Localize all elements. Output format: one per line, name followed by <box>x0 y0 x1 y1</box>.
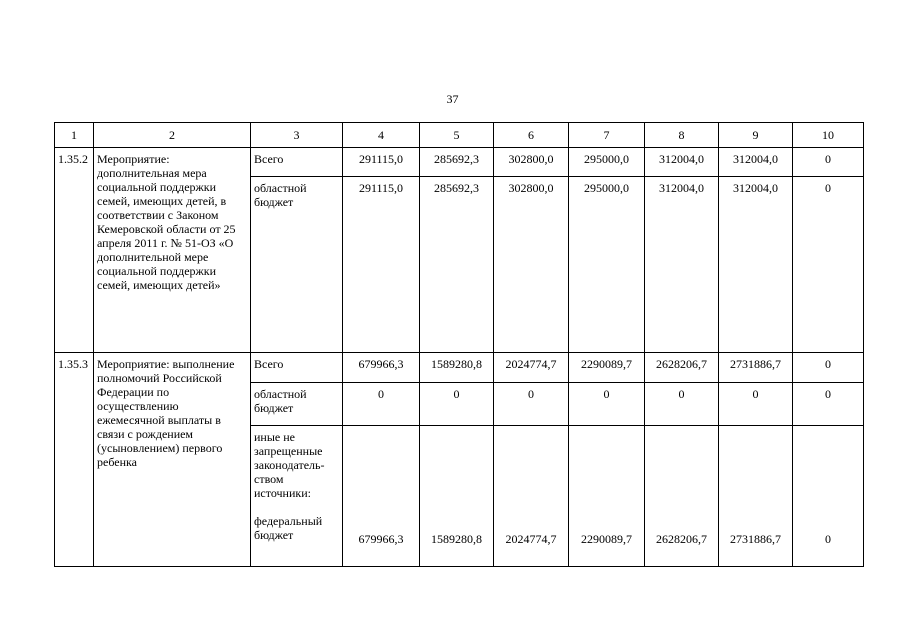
value-cell: 312004,0 <box>645 177 719 353</box>
header-cell: 6 <box>494 123 569 148</box>
value-cell: 0 <box>645 383 719 426</box>
row-code: 1.35.2 <box>55 148 94 353</box>
value-cell: 2290089,7 <box>569 426 645 567</box>
value-cell: 0 <box>420 383 494 426</box>
value-cell: 0 <box>793 177 864 353</box>
header-cell: 4 <box>343 123 420 148</box>
value-cell: 0 <box>719 383 793 426</box>
value-cell: 295000,0 <box>569 148 645 177</box>
value-cell: 0 <box>793 148 864 177</box>
value-cell: 312004,0 <box>645 148 719 177</box>
value-cell: 2731886,7 <box>719 426 793 567</box>
value-cell: 302800,0 <box>494 177 569 353</box>
value-cell: 1589280,8 <box>420 353 494 383</box>
value-cell: 679966,3 <box>343 426 420 567</box>
value-cell: 0 <box>793 383 864 426</box>
source-cell <box>251 426 343 567</box>
row-code: 1.35.3 <box>55 353 94 567</box>
table-row <box>55 353 864 383</box>
value-cell: 679966,3 <box>343 353 420 383</box>
value-cell: 2024774,7 <box>494 426 569 567</box>
value-cell: 2024774,7 <box>494 353 569 383</box>
value-cell: 2290089,7 <box>569 353 645 383</box>
value-cell: 2628206,7 <box>645 426 719 567</box>
value-cell: 0 <box>343 383 420 426</box>
value-cell: 291115,0 <box>343 148 420 177</box>
page-number: 37 <box>446 92 459 106</box>
value-cell: 295000,0 <box>569 177 645 353</box>
budget-table <box>54 122 864 567</box>
value-cell: 2628206,7 <box>645 353 719 383</box>
header-cell: 5 <box>420 123 494 148</box>
value-cell: 285692,3 <box>420 148 494 177</box>
federal-budget-label: федеральный бюджет <box>254 514 323 542</box>
header-cell: 1 <box>55 123 94 148</box>
header-cell: 7 <box>569 123 645 148</box>
value-cell: 312004,0 <box>719 177 793 353</box>
value-cell: 291115,0 <box>343 177 420 353</box>
source-cell: Всего <box>251 353 343 383</box>
value-cell: 0 <box>793 426 864 567</box>
value-cell: 0 <box>494 383 569 426</box>
source-cell: областной бюджет <box>251 177 343 353</box>
source-cell: Всего <box>251 148 343 177</box>
value-cell: 312004,0 <box>719 148 793 177</box>
table-header-row <box>55 123 864 148</box>
row-title: Мероприятие: выполнение полномочий Российской Федерации по осуществлению ежемесячной выплаты в связи с рождением (усыновлением) первого ребенка <box>94 353 251 567</box>
value-cell: 1589280,8 <box>420 426 494 567</box>
value-cell: 2731886,7 <box>719 353 793 383</box>
source-cell: областной бюджет <box>251 383 343 426</box>
value-cell: 285692,3 <box>420 177 494 353</box>
header-cell: 9 <box>719 123 793 148</box>
header-cell: 10 <box>793 123 864 148</box>
value-cell: 0 <box>569 383 645 426</box>
header-cell: 8 <box>645 123 719 148</box>
value-cell: 302800,0 <box>494 148 569 177</box>
table-row <box>55 148 864 177</box>
other-sources-label: иные не запрещенные законодатель-ством источники: <box>254 430 325 500</box>
row-title: Мероприятие: дополнительная мера социальной поддержки семей, имеющих детей, в соответствии с Законом Кемеровской области от 25 апреля 2011 г. № 51-ОЗ «О дополнительной мере социальной поддержки семей, имеющих детей» <box>94 148 251 353</box>
header-cell: 3 <box>251 123 343 148</box>
header-cell: 2 <box>94 123 251 148</box>
value-cell: 0 <box>793 353 864 383</box>
